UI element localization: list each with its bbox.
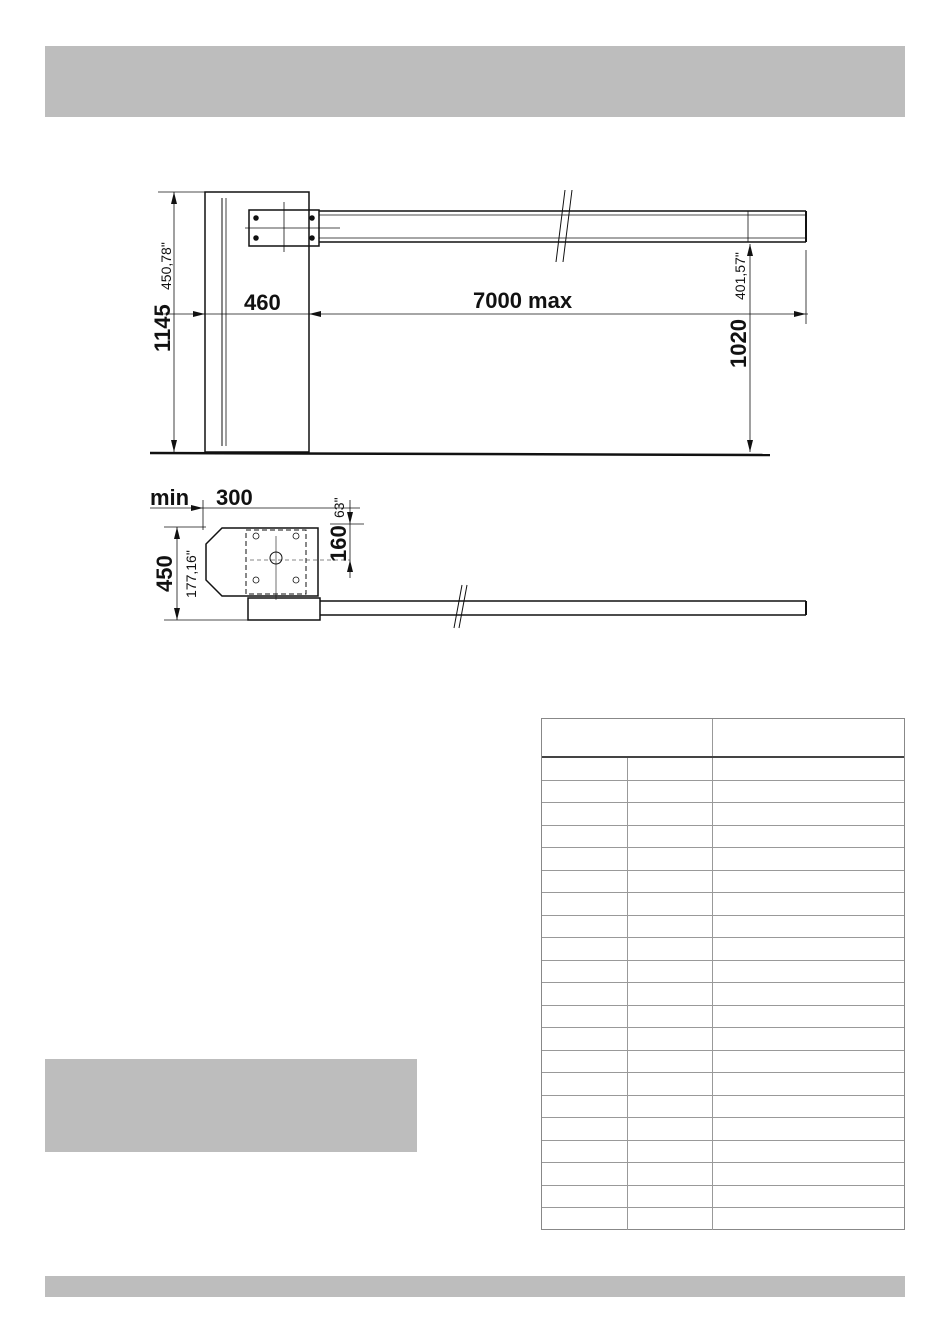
table-header-cell — [542, 719, 713, 757]
table-cell — [713, 848, 905, 871]
table-cell — [627, 803, 712, 826]
table-cell — [713, 1163, 905, 1186]
table-row — [542, 893, 904, 916]
table-cell — [542, 915, 627, 938]
table-row — [542, 1163, 904, 1186]
table-cell — [542, 780, 627, 803]
table-cell — [713, 780, 905, 803]
table-row — [542, 757, 904, 780]
table-cell — [542, 757, 627, 780]
table-cell — [627, 1140, 712, 1163]
table-row — [542, 983, 904, 1006]
table-row — [542, 960, 904, 983]
table-cell — [542, 1208, 627, 1230]
dim-total-height: 1145 — [150, 304, 175, 352]
table-cell — [627, 1005, 712, 1028]
dim-offset-in: 63" — [331, 497, 347, 518]
note-band — [45, 1059, 417, 1152]
boom-break-mark — [556, 190, 572, 262]
dim-boom-length: 7000 max — [473, 288, 573, 313]
table-header-row — [542, 719, 904, 757]
table-cell — [627, 1118, 712, 1141]
table-cell — [542, 1118, 627, 1141]
ground-line — [150, 453, 770, 455]
table-cell — [627, 893, 712, 916]
table-row — [542, 803, 904, 826]
plan-boom-housing — [248, 598, 320, 620]
table-cell — [713, 938, 905, 961]
table-cell — [627, 938, 712, 961]
dim-boom-height: 1020 — [726, 319, 751, 368]
table-cell — [542, 893, 627, 916]
table-cell — [713, 1050, 905, 1073]
table-row — [542, 1050, 904, 1073]
table-cell — [542, 1163, 627, 1186]
table-cell — [627, 825, 712, 848]
table-cell — [713, 1140, 905, 1163]
plan-boom-break-mark — [454, 585, 467, 628]
table-cell — [713, 1028, 905, 1051]
table-row — [542, 1005, 904, 1028]
table-cell — [713, 1185, 905, 1208]
table-cell — [627, 848, 712, 871]
table-cell — [713, 915, 905, 938]
table-cell — [627, 983, 712, 1006]
table-cell — [542, 1095, 627, 1118]
table-cell — [542, 825, 627, 848]
table-row — [542, 1118, 904, 1141]
table-cell — [713, 1118, 905, 1141]
table-cell — [713, 960, 905, 983]
dim-total-height-in: 450,78" — [158, 242, 174, 290]
table-cell — [542, 1005, 627, 1028]
table-cell — [542, 848, 627, 871]
dim-boom-height-in: 401,57" — [732, 252, 748, 300]
table-cell — [542, 870, 627, 893]
table-cell — [713, 757, 905, 780]
table-row — [542, 848, 904, 871]
table-cell — [713, 825, 905, 848]
table-cell — [627, 1163, 712, 1186]
table-cell — [627, 1095, 712, 1118]
table-cell — [627, 1208, 712, 1230]
table-cell — [542, 803, 627, 826]
table-cell — [627, 780, 712, 803]
table-row — [542, 1028, 904, 1051]
dim-clearance-label: min — [150, 485, 190, 510]
table-cell — [627, 960, 712, 983]
table-cell — [542, 938, 627, 961]
dim-depth: 450 — [152, 555, 177, 592]
table-row — [542, 780, 904, 803]
table-cell — [627, 1073, 712, 1096]
table-cell — [627, 1028, 712, 1051]
table-cell — [542, 1073, 627, 1096]
table-cell — [713, 803, 905, 826]
table-header-cell — [713, 719, 905, 757]
table-row — [542, 1185, 904, 1208]
dim-cabinet-width: 460 — [244, 290, 281, 315]
table-cell — [542, 1140, 627, 1163]
table-cell — [542, 1185, 627, 1208]
table-cell — [713, 1095, 905, 1118]
table-cell — [713, 870, 905, 893]
table-cell — [627, 915, 712, 938]
table-cell — [713, 1073, 905, 1096]
table-cell — [627, 870, 712, 893]
table-cell — [627, 757, 712, 780]
table-row — [542, 1095, 904, 1118]
table-cell — [542, 1050, 627, 1073]
table-row — [542, 1208, 904, 1230]
table-row — [542, 938, 904, 961]
table-cell — [627, 1050, 712, 1073]
plan-cabinet-outline — [206, 528, 318, 596]
table-cell — [713, 893, 905, 916]
table-row — [542, 915, 904, 938]
barrier-cabinet — [205, 192, 309, 452]
dim-offset: 160 — [326, 525, 351, 562]
table-cell — [713, 983, 905, 1006]
table-row — [542, 825, 904, 848]
table-cell — [542, 960, 627, 983]
dim-clearance: 300 — [216, 485, 253, 510]
table-cell — [713, 1208, 905, 1230]
table-cell — [542, 1028, 627, 1051]
table-row — [542, 1073, 904, 1096]
footer-band — [45, 1276, 905, 1297]
table-row — [542, 1140, 904, 1163]
table-cell — [713, 1005, 905, 1028]
table-row — [542, 870, 904, 893]
specifications-table — [541, 718, 905, 1230]
dim-depth-in: 177,16" — [183, 550, 199, 598]
table-cell — [627, 1185, 712, 1208]
table-cell — [542, 983, 627, 1006]
